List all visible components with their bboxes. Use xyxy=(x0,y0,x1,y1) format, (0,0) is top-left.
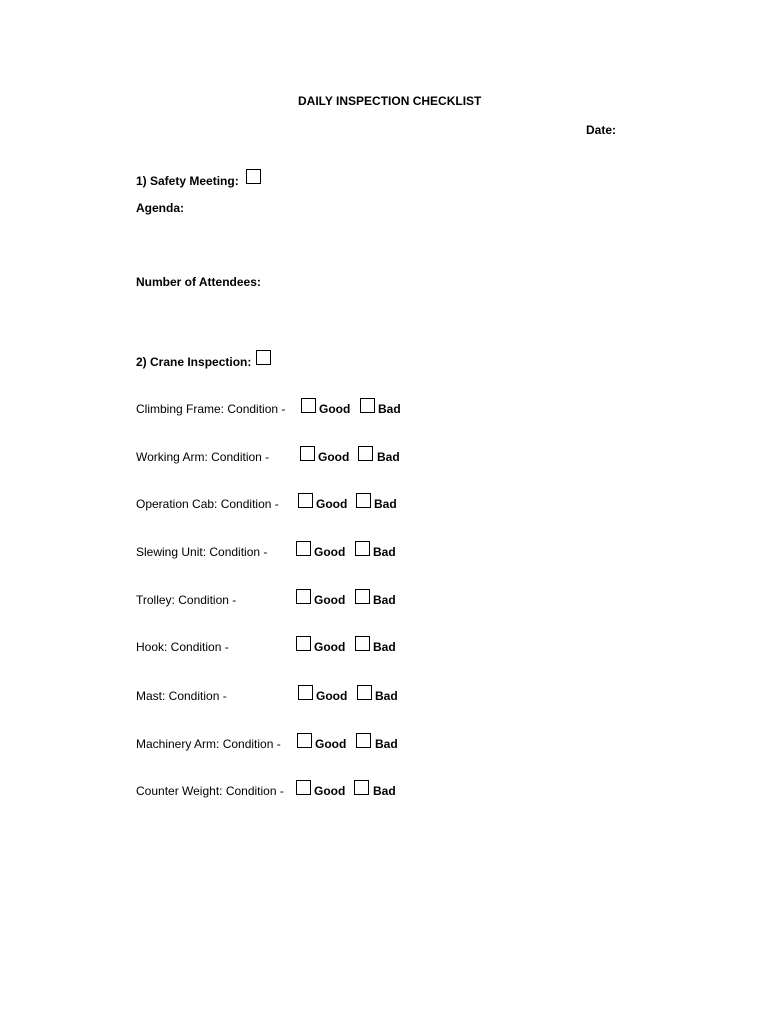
bad-checkbox[interactable] xyxy=(360,398,375,413)
bad-checkbox[interactable] xyxy=(355,541,370,556)
inspection-item-label: Climbing Frame: Condition - xyxy=(136,402,286,416)
good-label: Good xyxy=(315,737,347,751)
inspection-item-label: Operation Cab: Condition - xyxy=(136,497,279,511)
bad-label: Bad xyxy=(375,737,398,751)
agenda-label: Agenda: xyxy=(136,201,184,215)
bad-label: Bad xyxy=(378,402,401,416)
good-checkbox[interactable] xyxy=(296,780,311,795)
bad-label: Bad xyxy=(374,497,397,511)
good-checkbox[interactable] xyxy=(296,636,311,651)
good-checkbox[interactable] xyxy=(298,685,313,700)
bad-checkbox[interactable] xyxy=(357,685,372,700)
crane-inspection-label: 2) Crane Inspection: xyxy=(136,355,252,369)
attendees-label: Number of Attendees: xyxy=(136,275,261,289)
bad-label: Bad xyxy=(375,689,398,703)
page-title: DAILY INSPECTION CHECKLIST xyxy=(298,94,482,108)
bad-label: Bad xyxy=(373,545,396,559)
safety-meeting-label: 1) Safety Meeting: xyxy=(136,174,239,188)
bad-label: Bad xyxy=(373,784,396,798)
good-checkbox[interactable] xyxy=(301,398,316,413)
good-label: Good xyxy=(314,545,346,559)
good-label: Good xyxy=(319,402,351,416)
bad-label: Bad xyxy=(373,640,396,654)
inspection-item-label: Hook: Condition - xyxy=(136,640,229,654)
good-checkbox[interactable] xyxy=(296,541,311,556)
bad-checkbox[interactable] xyxy=(356,493,371,508)
good-checkbox[interactable] xyxy=(297,733,312,748)
crane-inspection-checkbox[interactable] xyxy=(256,350,271,365)
inspection-item-label: Slewing Unit: Condition - xyxy=(136,545,268,559)
good-label: Good xyxy=(314,784,346,798)
good-label: Good xyxy=(314,640,346,654)
bad-checkbox[interactable] xyxy=(356,733,371,748)
inspection-item-label: Counter Weight: Condition - xyxy=(136,784,284,798)
good-label: Good xyxy=(316,689,348,703)
bad-label: Bad xyxy=(377,450,400,464)
bad-checkbox[interactable] xyxy=(358,446,373,461)
good-checkbox[interactable] xyxy=(300,446,315,461)
good-label: Good xyxy=(314,593,346,607)
bad-checkbox[interactable] xyxy=(354,780,369,795)
good-label: Good xyxy=(316,497,348,511)
bad-checkbox[interactable] xyxy=(355,636,370,651)
bad-checkbox[interactable] xyxy=(355,589,370,604)
inspection-item-label: Mast: Condition - xyxy=(136,689,227,703)
inspection-item-label: Machinery Arm: Condition - xyxy=(136,737,281,751)
date-label: Date: xyxy=(586,123,617,137)
good-checkbox[interactable] xyxy=(296,589,311,604)
inspection-item-label: Working Arm: Condition - xyxy=(136,450,270,464)
good-label: Good xyxy=(318,450,350,464)
bad-label: Bad xyxy=(373,593,396,607)
safety-meeting-checkbox[interactable] xyxy=(246,169,261,184)
inspection-item-label: Trolley: Condition - xyxy=(136,593,237,607)
good-checkbox[interactable] xyxy=(298,493,313,508)
